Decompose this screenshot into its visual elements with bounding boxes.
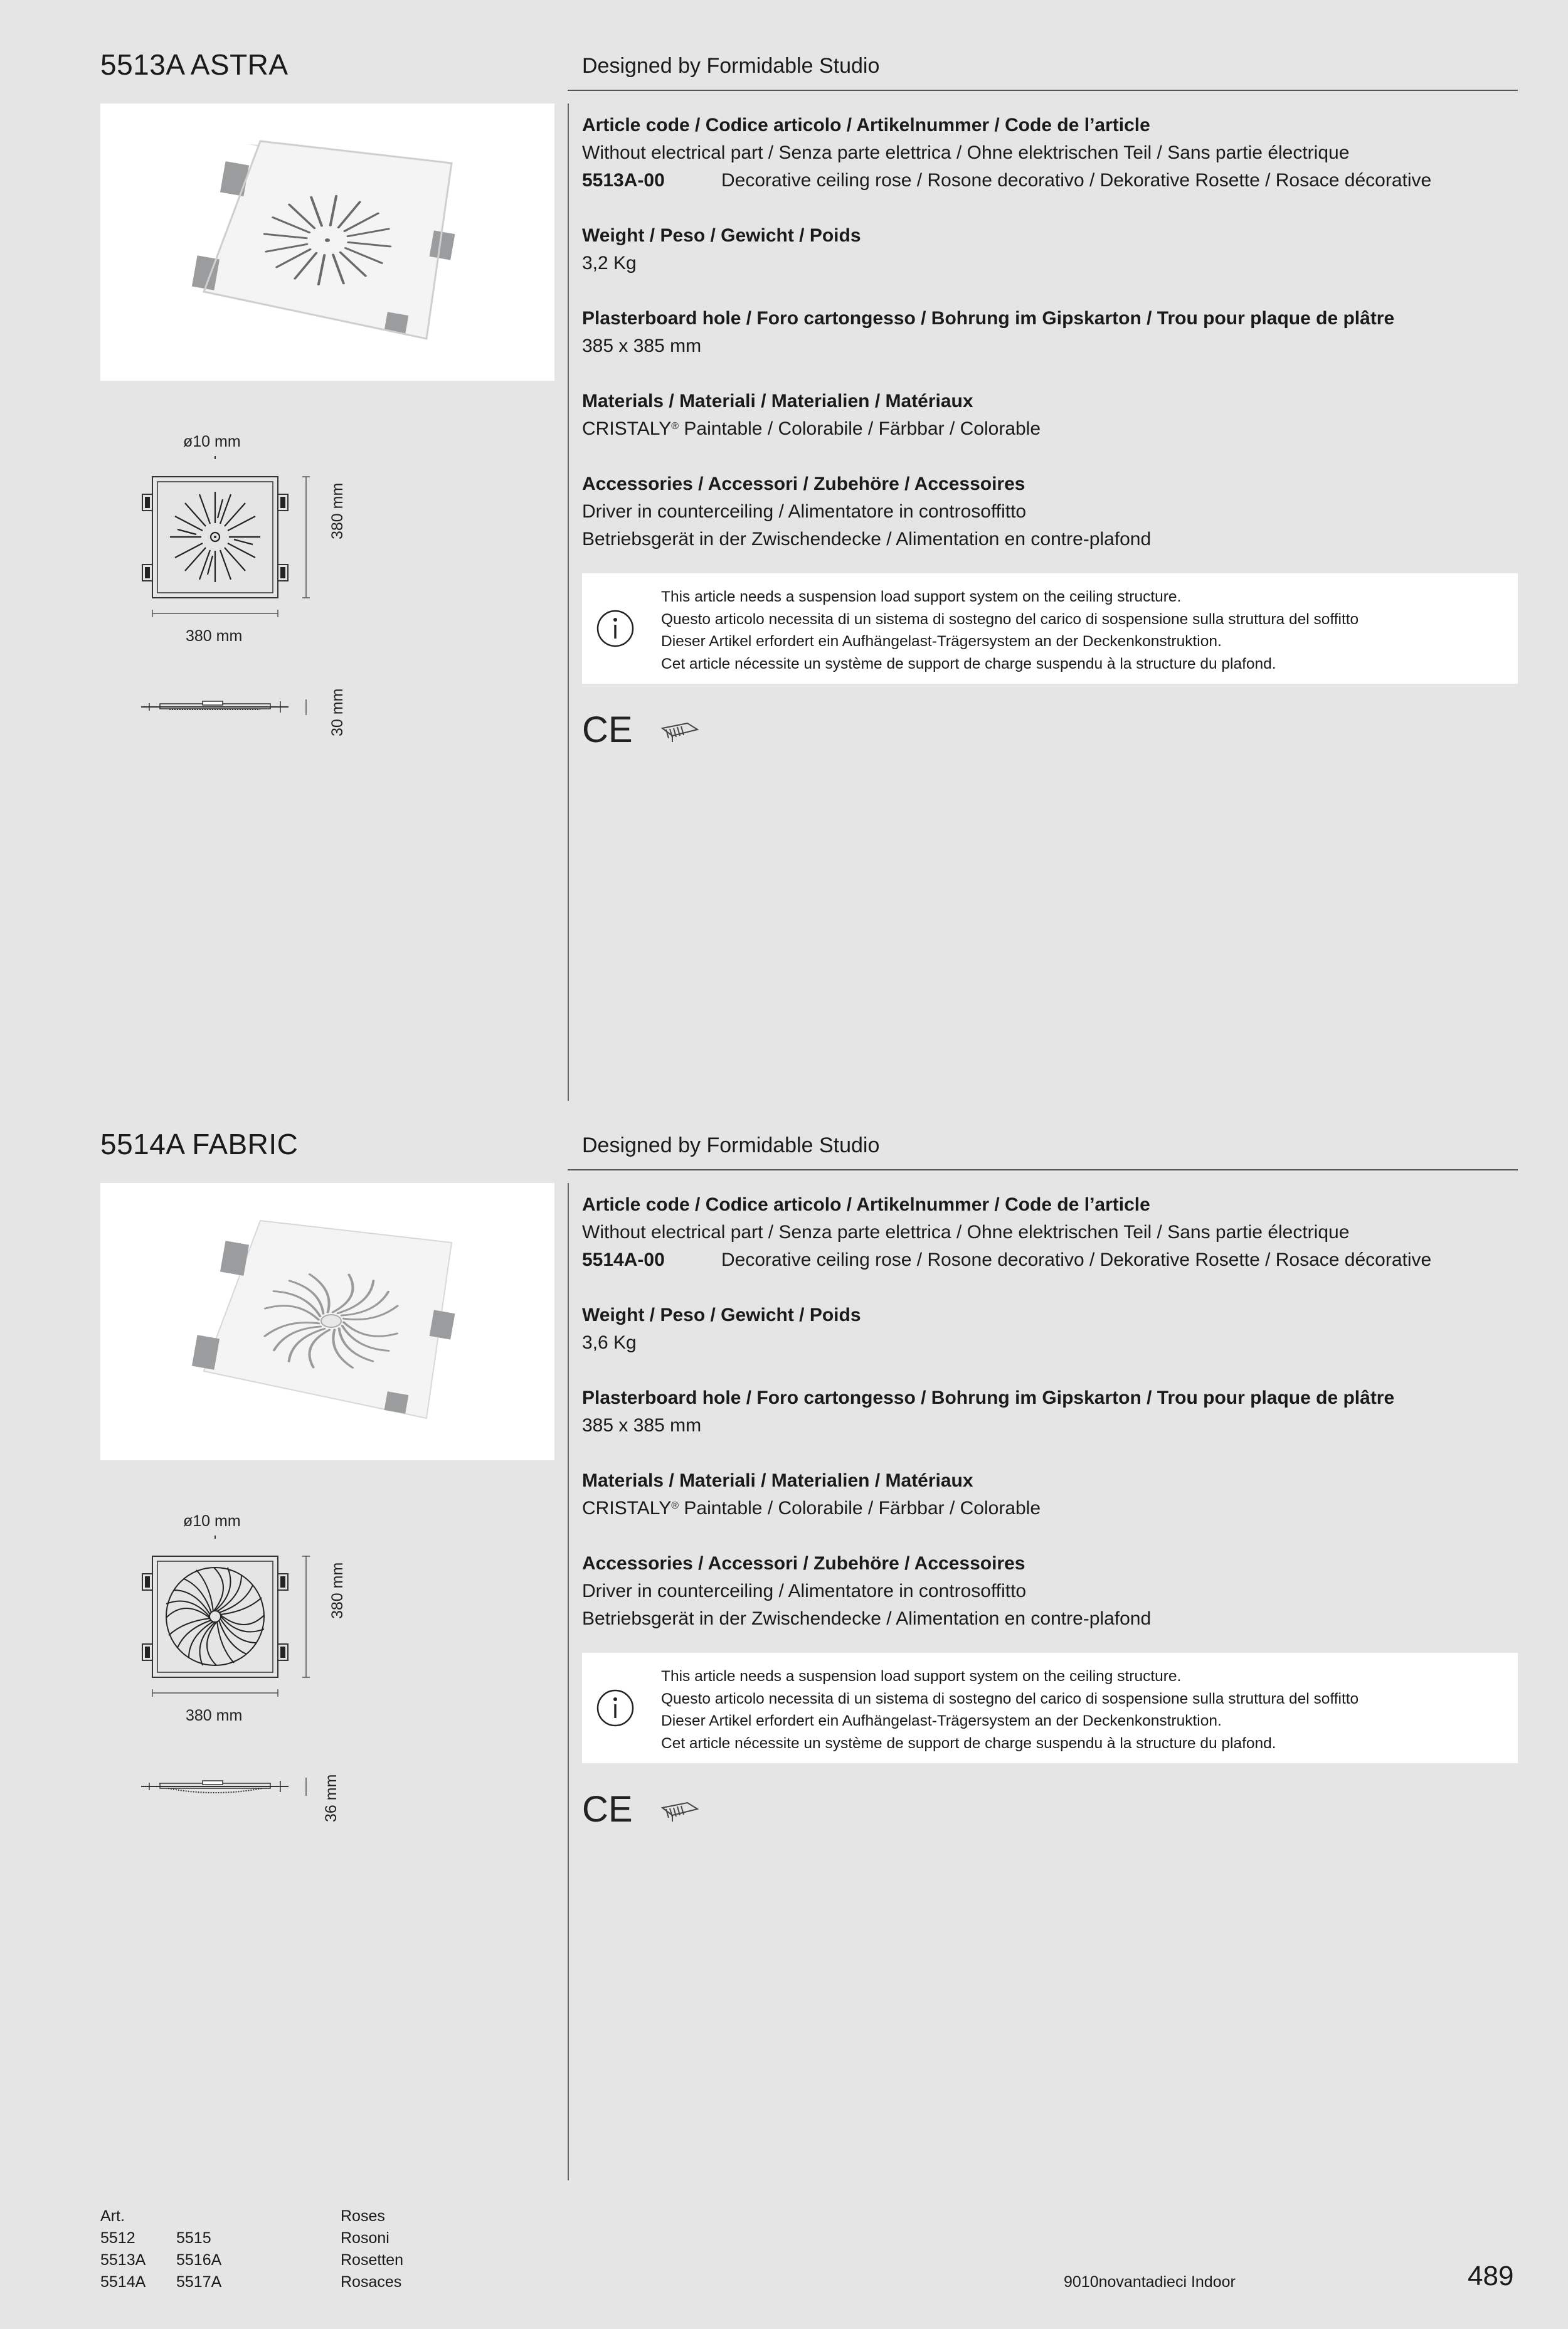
fabric-pattern bbox=[166, 1568, 264, 1665]
accessories-line-1: Driver in counterceiling / Alimentatore in controsoffitto bbox=[582, 1581, 1027, 1601]
product-section-astra bbox=[0, 0, 1568, 1079]
product-photo-fabric bbox=[100, 1183, 554, 1460]
product-photo-astra bbox=[100, 103, 554, 381]
article-heading: Article code / Codice articolo / Artikelnummer / Code de l’article bbox=[582, 115, 1150, 135]
hole-value: 385 x 385 mm bbox=[582, 336, 702, 356]
footer-article: 5515 bbox=[176, 2229, 211, 2247]
materials-finish: Paintable / Colorabile / Färbbar / Colorable bbox=[679, 418, 1041, 439]
article-code: 5514A-00 bbox=[582, 1249, 665, 1270]
product-title: 5513A ASTRA bbox=[100, 48, 289, 81]
materials-heading: Materials / Materiali / Materialien / Matériaux bbox=[582, 1470, 973, 1491]
spec-list bbox=[582, 112, 1517, 553]
article-row bbox=[582, 1246, 1517, 1274]
registered-mark: ® bbox=[671, 421, 679, 432]
article-description: Decorative ceiling rose / Rosone decorativo / Dekorative Rosette / Rosace décorative bbox=[721, 1249, 1432, 1270]
accessories-heading: Accessories / Accessori / Zubehöre / Accessoires bbox=[582, 474, 1025, 494]
hole-diameter-label: ø10 mm bbox=[183, 1512, 241, 1530]
weight-value: 3,6 Kg bbox=[582, 1332, 637, 1353]
materials-heading: Materials / Materiali / Materialien / Matériaux bbox=[582, 391, 973, 411]
depth-label: 30 mm bbox=[329, 688, 346, 736]
info-icon bbox=[596, 609, 635, 648]
ceiling-rose-fabric-render bbox=[100, 1183, 554, 1460]
hole-value: 385 x 385 mm bbox=[582, 1415, 702, 1436]
footer-article: 5517A bbox=[176, 2273, 222, 2291]
ce-mark-icon: CE bbox=[582, 1791, 633, 1829]
depth-label: 36 mm bbox=[322, 1774, 340, 1822]
accessories-line-2: Betriebsgerät in der Zwischendecke / Alimentation en contre-plafond bbox=[582, 529, 1152, 549]
footer-article: 5513A bbox=[100, 2251, 146, 2269]
page-number: 489 bbox=[1468, 2261, 1514, 2291]
article-description: Decorative ceiling rose / Rosone decorativo / Dekorative Rosette / Rosace décorative bbox=[721, 170, 1432, 191]
materials-value bbox=[582, 415, 1517, 443]
accessories-line-2: Betriebsgerät in der Zwischendecke / Alimentation en contre-plafond bbox=[582, 1608, 1152, 1629]
materials-brand: CRISTALY bbox=[582, 418, 672, 439]
footer-category: Roses bbox=[341, 2207, 385, 2225]
certification-marks bbox=[582, 712, 701, 750]
header-rule bbox=[568, 90, 1518, 91]
designer-credit: Designed by Formidable Studio bbox=[582, 1133, 880, 1157]
product-title: 5514A FABRIC bbox=[100, 1128, 299, 1160]
suspension-notice bbox=[582, 573, 1518, 684]
accessories-line-1: Driver in counterceiling / Alimentatore in controsoffitto bbox=[582, 501, 1027, 522]
accessories-heading: Accessories / Accessori / Zubehöre / Accessoires bbox=[582, 1553, 1025, 1574]
weight-heading: Weight / Peso / Gewicht / Poids bbox=[582, 225, 861, 246]
side-profile-astra bbox=[141, 701, 289, 713]
height-label: 380 mm bbox=[329, 1562, 346, 1619]
notice-line-en: This article needs a suspension load support system on the ceiling structure. bbox=[661, 588, 1182, 605]
notice-line-fr: Cet article nécessite un système de support de charge suspendu à la structure du plafond. bbox=[661, 1734, 1276, 1752]
footer-category: Rosetten bbox=[341, 2251, 404, 2269]
height-label: 380 mm bbox=[329, 482, 346, 539]
hole-heading: Plasterboard hole / Foro cartongesso / Bohrung im Gipskarton / Trou pour plaque de plâtre bbox=[582, 308, 1395, 329]
article-heading: Article code / Codice articolo / Artikelnummer / Code de l’article bbox=[582, 1194, 1150, 1215]
article-subheading: Without electrical part / Senza parte elettrica / Ohne elektrischen Teil / Sans partie électrique bbox=[582, 142, 1350, 163]
hole-diameter-label: ø10 mm bbox=[183, 433, 241, 450]
column-divider bbox=[568, 103, 569, 1101]
registered-mark: ® bbox=[671, 1500, 679, 1511]
footer-article-col-1 bbox=[100, 2205, 146, 2293]
width-label: 380 mm bbox=[186, 1707, 243, 1724]
certification-marks bbox=[582, 1791, 701, 1829]
spec-list bbox=[582, 1191, 1517, 1633]
product-section-fabric bbox=[0, 1080, 1568, 2158]
suspension-ceiling-icon bbox=[662, 1803, 697, 1822]
article-subheading: Without electrical part / Senza parte elettrica / Ohne elektrischen Teil / Sans partie électrique bbox=[582, 1222, 1350, 1243]
notice-line-de: Dieser Artikel erfordert ein Aufhängelast-Trägersystem an der Deckenkonstruktion. bbox=[661, 1712, 1222, 1729]
side-profile-fabric bbox=[141, 1781, 289, 1793]
technical-drawing-fabric bbox=[94, 1493, 389, 1832]
column-divider bbox=[568, 1183, 569, 2180]
notice-line-en: This article needs a suspension load support system on the ceiling structure. bbox=[661, 1668, 1182, 1685]
ceiling-rose-astra-render bbox=[100, 103, 554, 381]
footer-art-label: Art. bbox=[100, 2207, 125, 2225]
materials-brand: CRISTALY bbox=[582, 1498, 672, 1519]
suspension-ceiling-icon bbox=[662, 723, 697, 742]
header-rule bbox=[568, 1169, 1518, 1170]
footer-article: 5512 bbox=[100, 2229, 135, 2247]
notice-line-de: Dieser Artikel erfordert ein Aufhängelast-Trägersystem an der Deckenkonstruktion. bbox=[661, 633, 1222, 650]
technical-drawing-astra bbox=[94, 414, 389, 753]
notice-line-fr: Cet article nécessite un système de support de charge suspendu à la structure du plafond. bbox=[661, 655, 1276, 672]
designer-credit: Designed by Formidable Studio bbox=[582, 54, 880, 78]
ce-mark-icon: CE bbox=[582, 712, 633, 750]
weight-value: 3,2 Kg bbox=[582, 253, 637, 273]
footer-article: 5516A bbox=[176, 2251, 222, 2269]
weight-heading: Weight / Peso / Gewicht / Poids bbox=[582, 1305, 861, 1325]
materials-finish: Paintable / Colorabile / Färbbar / Colorable bbox=[679, 1498, 1041, 1519]
footer-article: 5514A bbox=[100, 2273, 146, 2291]
footer-categories bbox=[341, 2205, 403, 2293]
info-icon bbox=[596, 1689, 635, 1727]
materials-value bbox=[582, 1495, 1517, 1522]
astra-pattern bbox=[170, 492, 260, 582]
brand-label: 9010novantadieci Indoor bbox=[1064, 2273, 1236, 2291]
footer-article-col-2 bbox=[176, 2227, 221, 2293]
width-label: 380 mm bbox=[186, 627, 243, 645]
notice-line-it: Questo articolo necessita di un sistema di sostegno del carico di sospensione sulla struttura del soffitto bbox=[661, 1690, 1359, 1707]
suspension-notice bbox=[582, 1653, 1518, 1763]
footer-category: Rosaces bbox=[341, 2273, 402, 2291]
article-code: 5513A-00 bbox=[582, 170, 665, 191]
footer-category: Rosoni bbox=[341, 2229, 389, 2247]
article-row bbox=[582, 167, 1517, 194]
notice-line-it: Questo articolo necessita di un sistema di sostegno del carico di sospensione sulla struttura del soffitto bbox=[661, 610, 1359, 628]
hole-heading: Plasterboard hole / Foro cartongesso / Bohrung im Gipskarton / Trou pour plaque de plâtre bbox=[582, 1387, 1395, 1408]
